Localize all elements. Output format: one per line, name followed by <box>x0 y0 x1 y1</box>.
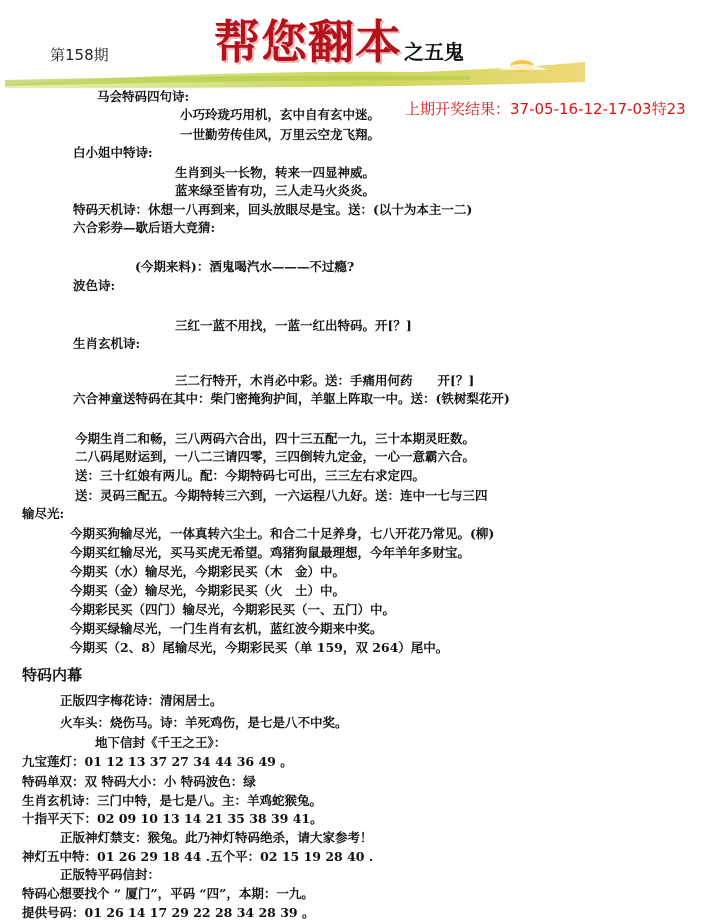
logo-title: 帮您翻本 <box>214 15 402 69</box>
text-line: 六合彩券—歇后语大竞猜: <box>73 220 216 235</box>
section-heading: 特码内幕 <box>22 666 83 684</box>
text-line: 今期买绿输尽光，一门生肖有玄机，蓝红波今期来中奖。 <box>70 621 383 636</box>
text-line: 地下信封《千王之王》： <box>95 735 227 750</box>
text-line: 今期买（金）输尽光，今期彩民买（火 土）中。 <box>70 583 346 598</box>
text-line: 马会特码四句诗: <box>97 89 190 104</box>
text-line: 送：灵码三配五。今期特转三六到，一六运程八九好。送：连中一七与三四 <box>75 488 488 503</box>
logo-subtitle: 之五鬼 <box>404 40 464 64</box>
text-line: 生肖玄机诗：三门中特，是七是八。主：羊鸡蛇猴兔。 <box>22 793 323 808</box>
text-line: 生肖到头一长物，转来一四显神威。 <box>175 165 376 180</box>
text-line: 今期买（2、8）尾输尽光，今期彩民买（单 159，双 264）尾中。 <box>70 640 449 655</box>
text-line: 白小姐中特诗: <box>73 145 153 160</box>
text-line: 二八码尾财运到，一八二三请四零，三四倒转九定金，一心一意霸六合。 <box>75 449 476 464</box>
text-line: 正版特平码信封： <box>60 867 161 882</box>
text-line: 今期彩民买（四门）输尽光，今期彩民买（一、五门）中。 <box>70 602 396 617</box>
text-line: 送：三十红娘有两儿。配：今期特码七可出，三三左右求定四。 <box>75 468 426 483</box>
text-line: 六合神童送特码在其中：柴门密掩狗护间，羊躯上阵取一中。送：(铁树梨花开) <box>73 391 510 406</box>
text-line: 输尽光: <box>22 506 65 521</box>
last-draw-result: 上期开奖结果：37-05-16-12-17-03特23 <box>405 100 686 118</box>
text-line: 蓝来绿至皆有功，三人走马火炎炎。 <box>175 183 376 198</box>
text-line: 十指平天下：02 09 10 13 14 21 35 38 39 41。 <box>22 811 323 826</box>
text-line: 今期买（水）输尽光，今期彩民买（木 金）中。 <box>70 564 346 579</box>
issue-number: 第158期 <box>50 46 109 64</box>
text-line: 一世勤劳传佳风，万里云空龙飞翔。 <box>180 127 381 142</box>
text-line: 神灯五中特：01 26 29 18 44 .五个平：02 15 19 28 40 . <box>22 849 374 864</box>
text-line: 三红一蓝不用找，一蓝一红出特码。开[？] <box>175 318 412 333</box>
text-line: 特码单双：双 特码大小：小 特码波色：绿 <box>22 774 256 789</box>
text-line: 三二行特开，木肖必中彩。送：手痛用何药 开[？] <box>175 373 475 388</box>
text-line: 九宝莲灯：01 12 13 37 27 34 44 36 49 。 <box>22 754 293 769</box>
text-line: 今期买红输尽光，买马买虎无希望。鸡猪狗鼠最理想，今年羊年多财宝。 <box>70 545 471 560</box>
text-line: 火车头：烧伤马。诗：羊死鸡伤，是七是八不中奖。 <box>60 715 348 730</box>
text-line: 生肖玄机诗: <box>73 336 141 351</box>
text-line: 提供号码：01 26 14 17 29 22 28 34 28 39 。 <box>22 905 315 920</box>
text-line: 正版神灯禁支：猴兔。此乃神灯特码绝杀，请大家参考！ <box>60 830 373 845</box>
text-line: 波色诗: <box>73 278 116 293</box>
text-line: 小巧玲珑巧用机，玄中自有玄中迷。 <box>180 107 381 122</box>
text-line: (今期来料)：酒鬼喝汽水———不过瘾? <box>135 259 355 274</box>
text-line: 正版四字梅花诗：清闲居士。 <box>60 693 223 708</box>
text-line: 特码心想要找个 “ 厦门”，平码 “四”，本期：一九。 <box>22 886 314 901</box>
text-line: 今期生肖二和畅，三八两码六合出，四十三五配一九，三十本期灵旺数。 <box>75 431 476 446</box>
text-line: 今期买狗输尽光，一体真转六尘土。和合二十足养身，七八开花乃常见。(柳) <box>70 526 495 541</box>
text-line: 特码天机诗：休想一八再到来，回头放眼尽是宝。送：(以十为本主一二) <box>73 202 473 217</box>
